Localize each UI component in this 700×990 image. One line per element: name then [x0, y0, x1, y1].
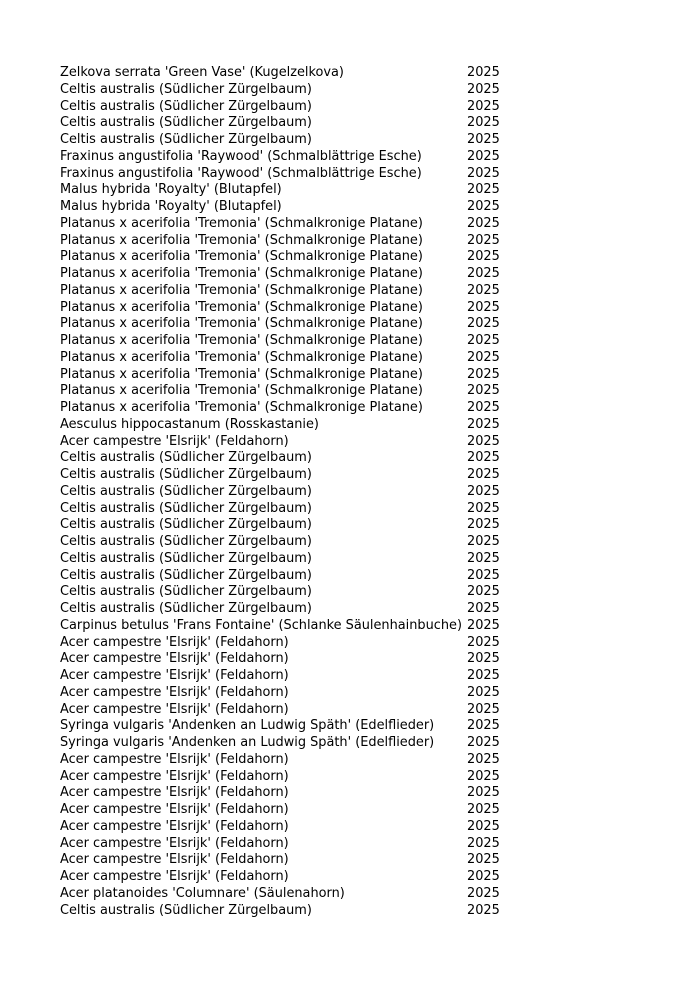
- list-item: [60, 886, 520, 903]
- planting-year: 2025: [467, 467, 500, 482]
- list-item: [60, 752, 520, 769]
- planting-year: 2025: [467, 902, 500, 918]
- list-item: [60, 819, 520, 836]
- planting-year: 2025: [467, 684, 500, 700]
- list-item: [60, 584, 520, 601]
- tree-name: Syringa vulgaris 'Andenken an Ludwig Späth' (Edelflieder): [60, 718, 435, 734]
- planting-year: 2025: [467, 433, 500, 449]
- list-item: [60, 216, 520, 233]
- list-item: [60, 166, 520, 183]
- tree-name: Fraxinus angustifolia 'Raywood' (Schmalblättrige Esche): [60, 148, 422, 164]
- planting-year: 2025: [467, 668, 500, 683]
- planting-year: 2025: [467, 885, 500, 901]
- list-item: [60, 132, 520, 149]
- planting-year: 2025: [467, 852, 500, 868]
- list-item: [60, 903, 520, 920]
- tree-name: Zelkova serrata 'Green Vase' (Kugelzelkova): [60, 65, 344, 80]
- planting-year: 2025: [467, 701, 500, 717]
- list-item: [60, 367, 520, 384]
- planting-year: 2025: [467, 584, 500, 600]
- planting-year: 2025: [467, 383, 500, 399]
- tree-name: Acer campestre 'Elsrijk' (Feldahorn): [60, 668, 289, 683]
- list-item: [60, 785, 520, 802]
- tree-name: Malus hybrida 'Royalty' (Blutapfel): [60, 182, 282, 198]
- planting-year: 2025: [467, 651, 500, 667]
- tree-name: Platanus x acerifolia 'Tremonia' (Schmalkronige Platane): [60, 266, 423, 281]
- planting-year: 2025: [467, 835, 500, 851]
- list-item: [60, 300, 520, 317]
- list-item: [60, 65, 520, 82]
- list-item: [60, 82, 520, 99]
- tree-name: Platanus x acerifolia 'Tremonia' (Schmalkronige Platane): [60, 249, 423, 265]
- planting-year: 2025: [467, 450, 500, 466]
- tree-name: Celtis australis (Südlicher Zürgelbaum): [60, 550, 312, 566]
- list-item: [60, 233, 520, 250]
- tree-name: Celtis australis (Südlicher Zürgelbaum): [60, 450, 312, 466]
- planting-year: 2025: [467, 500, 500, 516]
- tree-name: Celtis australis (Südlicher Zürgelbaum): [60, 467, 312, 482]
- tree-name: Acer campestre 'Elsrijk' (Feldahorn): [60, 818, 289, 834]
- list-item: [60, 115, 520, 132]
- tree-name: Acer campestre 'Elsrijk' (Feldahorn): [60, 684, 289, 700]
- list-item: [60, 501, 520, 518]
- list-item: [60, 283, 520, 300]
- tree-name: Acer campestre 'Elsrijk' (Feldahorn): [60, 433, 289, 449]
- planting-year: 2025: [467, 148, 500, 164]
- tree-name: Malus hybrida 'Royalty' (Blutapfel): [60, 199, 282, 214]
- planting-year: 2025: [467, 567, 500, 583]
- tree-name: Fraxinus angustifolia 'Raywood' (Schmalblättrige Esche): [60, 165, 422, 181]
- list-item: [60, 718, 520, 735]
- list-item: [60, 182, 520, 199]
- list-item: [60, 802, 520, 819]
- tree-name: Acer campestre 'Elsrijk' (Feldahorn): [60, 634, 289, 650]
- planting-year: 2025: [467, 785, 500, 801]
- list-item: [60, 467, 520, 484]
- planting-year: 2025: [467, 802, 500, 817]
- tree-name: Syringa vulgaris 'Andenken an Ludwig Späth' (Edelflieder): [60, 735, 435, 750]
- tree-name: Celtis australis (Südlicher Zürgelbaum): [60, 601, 312, 616]
- list-item: [60, 434, 520, 451]
- tree-name: Celtis australis (Südlicher Zürgelbaum): [60, 98, 312, 114]
- tree-name: Acer campestre 'Elsrijk' (Feldahorn): [60, 852, 289, 868]
- tree-name: Platanus x acerifolia 'Tremonia' (Schmalkronige Platane): [60, 316, 423, 332]
- planting-year: 2025: [467, 199, 500, 214]
- tree-name: Celtis australis (Südlicher Zürgelbaum): [60, 902, 312, 918]
- tree-name: Platanus x acerifolia 'Tremonia' (Schmalkronige Platane): [60, 383, 423, 399]
- tree-name: Celtis australis (Südlicher Zürgelbaum): [60, 115, 312, 131]
- list-item: [60, 266, 520, 283]
- planting-year: 2025: [467, 299, 500, 315]
- planting-year: 2025: [467, 768, 500, 784]
- tree-name: Acer campestre 'Elsrijk' (Feldahorn): [60, 869, 289, 884]
- planting-year: 2025: [467, 182, 500, 198]
- planting-year: 2025: [467, 534, 500, 549]
- planting-year: 2025: [467, 366, 500, 382]
- list-item: [60, 568, 520, 585]
- list-item: [60, 551, 520, 568]
- tree-name: Celtis australis (Südlicher Zürgelbaum): [60, 483, 312, 499]
- list-item: [60, 618, 520, 635]
- list-item: [60, 149, 520, 166]
- tree-name: Platanus x acerifolia 'Tremonia' (Schmalkronige Platane): [60, 333, 423, 348]
- planting-year: 2025: [467, 232, 500, 248]
- tree-name: Platanus x acerifolia 'Tremonia' (Schmalkronige Platane): [60, 299, 423, 315]
- list-item: [60, 199, 520, 216]
- tree-name: Celtis australis (Südlicher Zürgelbaum): [60, 517, 312, 533]
- tree-name: Platanus x acerifolia 'Tremonia' (Schmalkronige Platane): [60, 349, 423, 365]
- planting-year: 2025: [467, 751, 500, 767]
- list-item: [60, 333, 520, 350]
- planting-year: 2025: [467, 98, 500, 114]
- list-item: [60, 383, 520, 400]
- tree-name: Aesculus hippocastanum (Rosskastanie): [60, 416, 319, 432]
- planting-year: 2025: [467, 550, 500, 566]
- planting-year: 2025: [467, 115, 500, 131]
- tree-name: Celtis australis (Südlicher Zürgelbaum): [60, 567, 312, 583]
- tree-name: Celtis australis (Südlicher Zürgelbaum): [60, 534, 312, 549]
- planting-year: 2025: [467, 601, 500, 616]
- tree-name: Celtis australis (Südlicher Zürgelbaum): [60, 584, 312, 600]
- planting-year: 2025: [467, 266, 500, 281]
- list-item: [60, 635, 520, 652]
- tree-name: Acer campestre 'Elsrijk' (Feldahorn): [60, 785, 289, 801]
- tree-name: Carpinus betulus 'Frans Fontaine' (Schlanke Säulenhainbuche): [60, 617, 462, 633]
- tree-name: Acer platanoides 'Columnare' (Säulenahorn): [60, 885, 345, 901]
- list-item: [60, 417, 520, 434]
- list-item: [60, 702, 520, 719]
- tree-name: Acer campestre 'Elsrijk' (Feldahorn): [60, 835, 289, 851]
- tree-name: Acer campestre 'Elsrijk' (Feldahorn): [60, 768, 289, 784]
- tree-name: Acer campestre 'Elsrijk' (Feldahorn): [60, 802, 289, 817]
- tree-name: Platanus x acerifolia 'Tremonia' (Schmalkronige Platane): [60, 232, 423, 248]
- planting-year: 2025: [467, 316, 500, 332]
- tree-name: Platanus x acerifolia 'Tremonia' (Schmalkronige Platane): [60, 366, 423, 382]
- tree-name: Celtis australis (Südlicher Zürgelbaum): [60, 132, 312, 147]
- tree-name: Acer campestre 'Elsrijk' (Feldahorn): [60, 701, 289, 717]
- planting-year: 2025: [467, 416, 500, 432]
- list-item: [60, 249, 520, 266]
- tree-name: Celtis australis (Südlicher Zürgelbaum): [60, 500, 312, 516]
- tree-name: Platanus x acerifolia 'Tremonia' (Schmalkronige Platane): [60, 400, 423, 415]
- planting-year: 2025: [467, 818, 500, 834]
- planting-year: 2025: [467, 718, 500, 734]
- planting-year: 2025: [467, 869, 500, 884]
- list-item: [60, 484, 520, 501]
- list-item: [60, 400, 520, 417]
- planting-year: 2025: [467, 282, 500, 298]
- list-item: [60, 685, 520, 702]
- list-item: [60, 836, 520, 853]
- planting-year: 2025: [467, 349, 500, 365]
- planting-year: 2025: [467, 617, 500, 633]
- list-item: [60, 668, 520, 685]
- planting-year: 2025: [467, 483, 500, 499]
- list-item: [60, 517, 520, 534]
- tree-list: [60, 65, 520, 919]
- list-item: [60, 534, 520, 551]
- list-item: [60, 316, 520, 333]
- list-item: [60, 99, 520, 116]
- planting-year: 2025: [467, 65, 500, 80]
- tree-name: Celtis australis (Südlicher Zürgelbaum): [60, 81, 312, 97]
- planting-year: 2025: [467, 165, 500, 181]
- list-item: [60, 651, 520, 668]
- tree-name: Platanus x acerifolia 'Tremonia' (Schmalkronige Platane): [60, 282, 423, 298]
- planting-year: 2025: [467, 249, 500, 265]
- planting-year: 2025: [467, 132, 500, 147]
- planting-year: 2025: [467, 634, 500, 650]
- list-item: [60, 601, 520, 618]
- planting-year: 2025: [467, 81, 500, 97]
- planting-year: 2025: [467, 400, 500, 415]
- list-item: [60, 769, 520, 786]
- list-item: [60, 350, 520, 367]
- list-item: [60, 450, 520, 467]
- planting-year: 2025: [467, 333, 500, 348]
- list-item: [60, 735, 520, 752]
- tree-name: Acer campestre 'Elsrijk' (Feldahorn): [60, 751, 289, 767]
- planting-year: 2025: [467, 215, 500, 231]
- planting-year: 2025: [467, 517, 500, 533]
- list-item: [60, 869, 520, 886]
- planting-year: 2025: [467, 735, 500, 750]
- list-item: [60, 852, 520, 869]
- tree-name: Acer campestre 'Elsrijk' (Feldahorn): [60, 651, 289, 667]
- tree-name: Platanus x acerifolia 'Tremonia' (Schmalkronige Platane): [60, 215, 423, 231]
